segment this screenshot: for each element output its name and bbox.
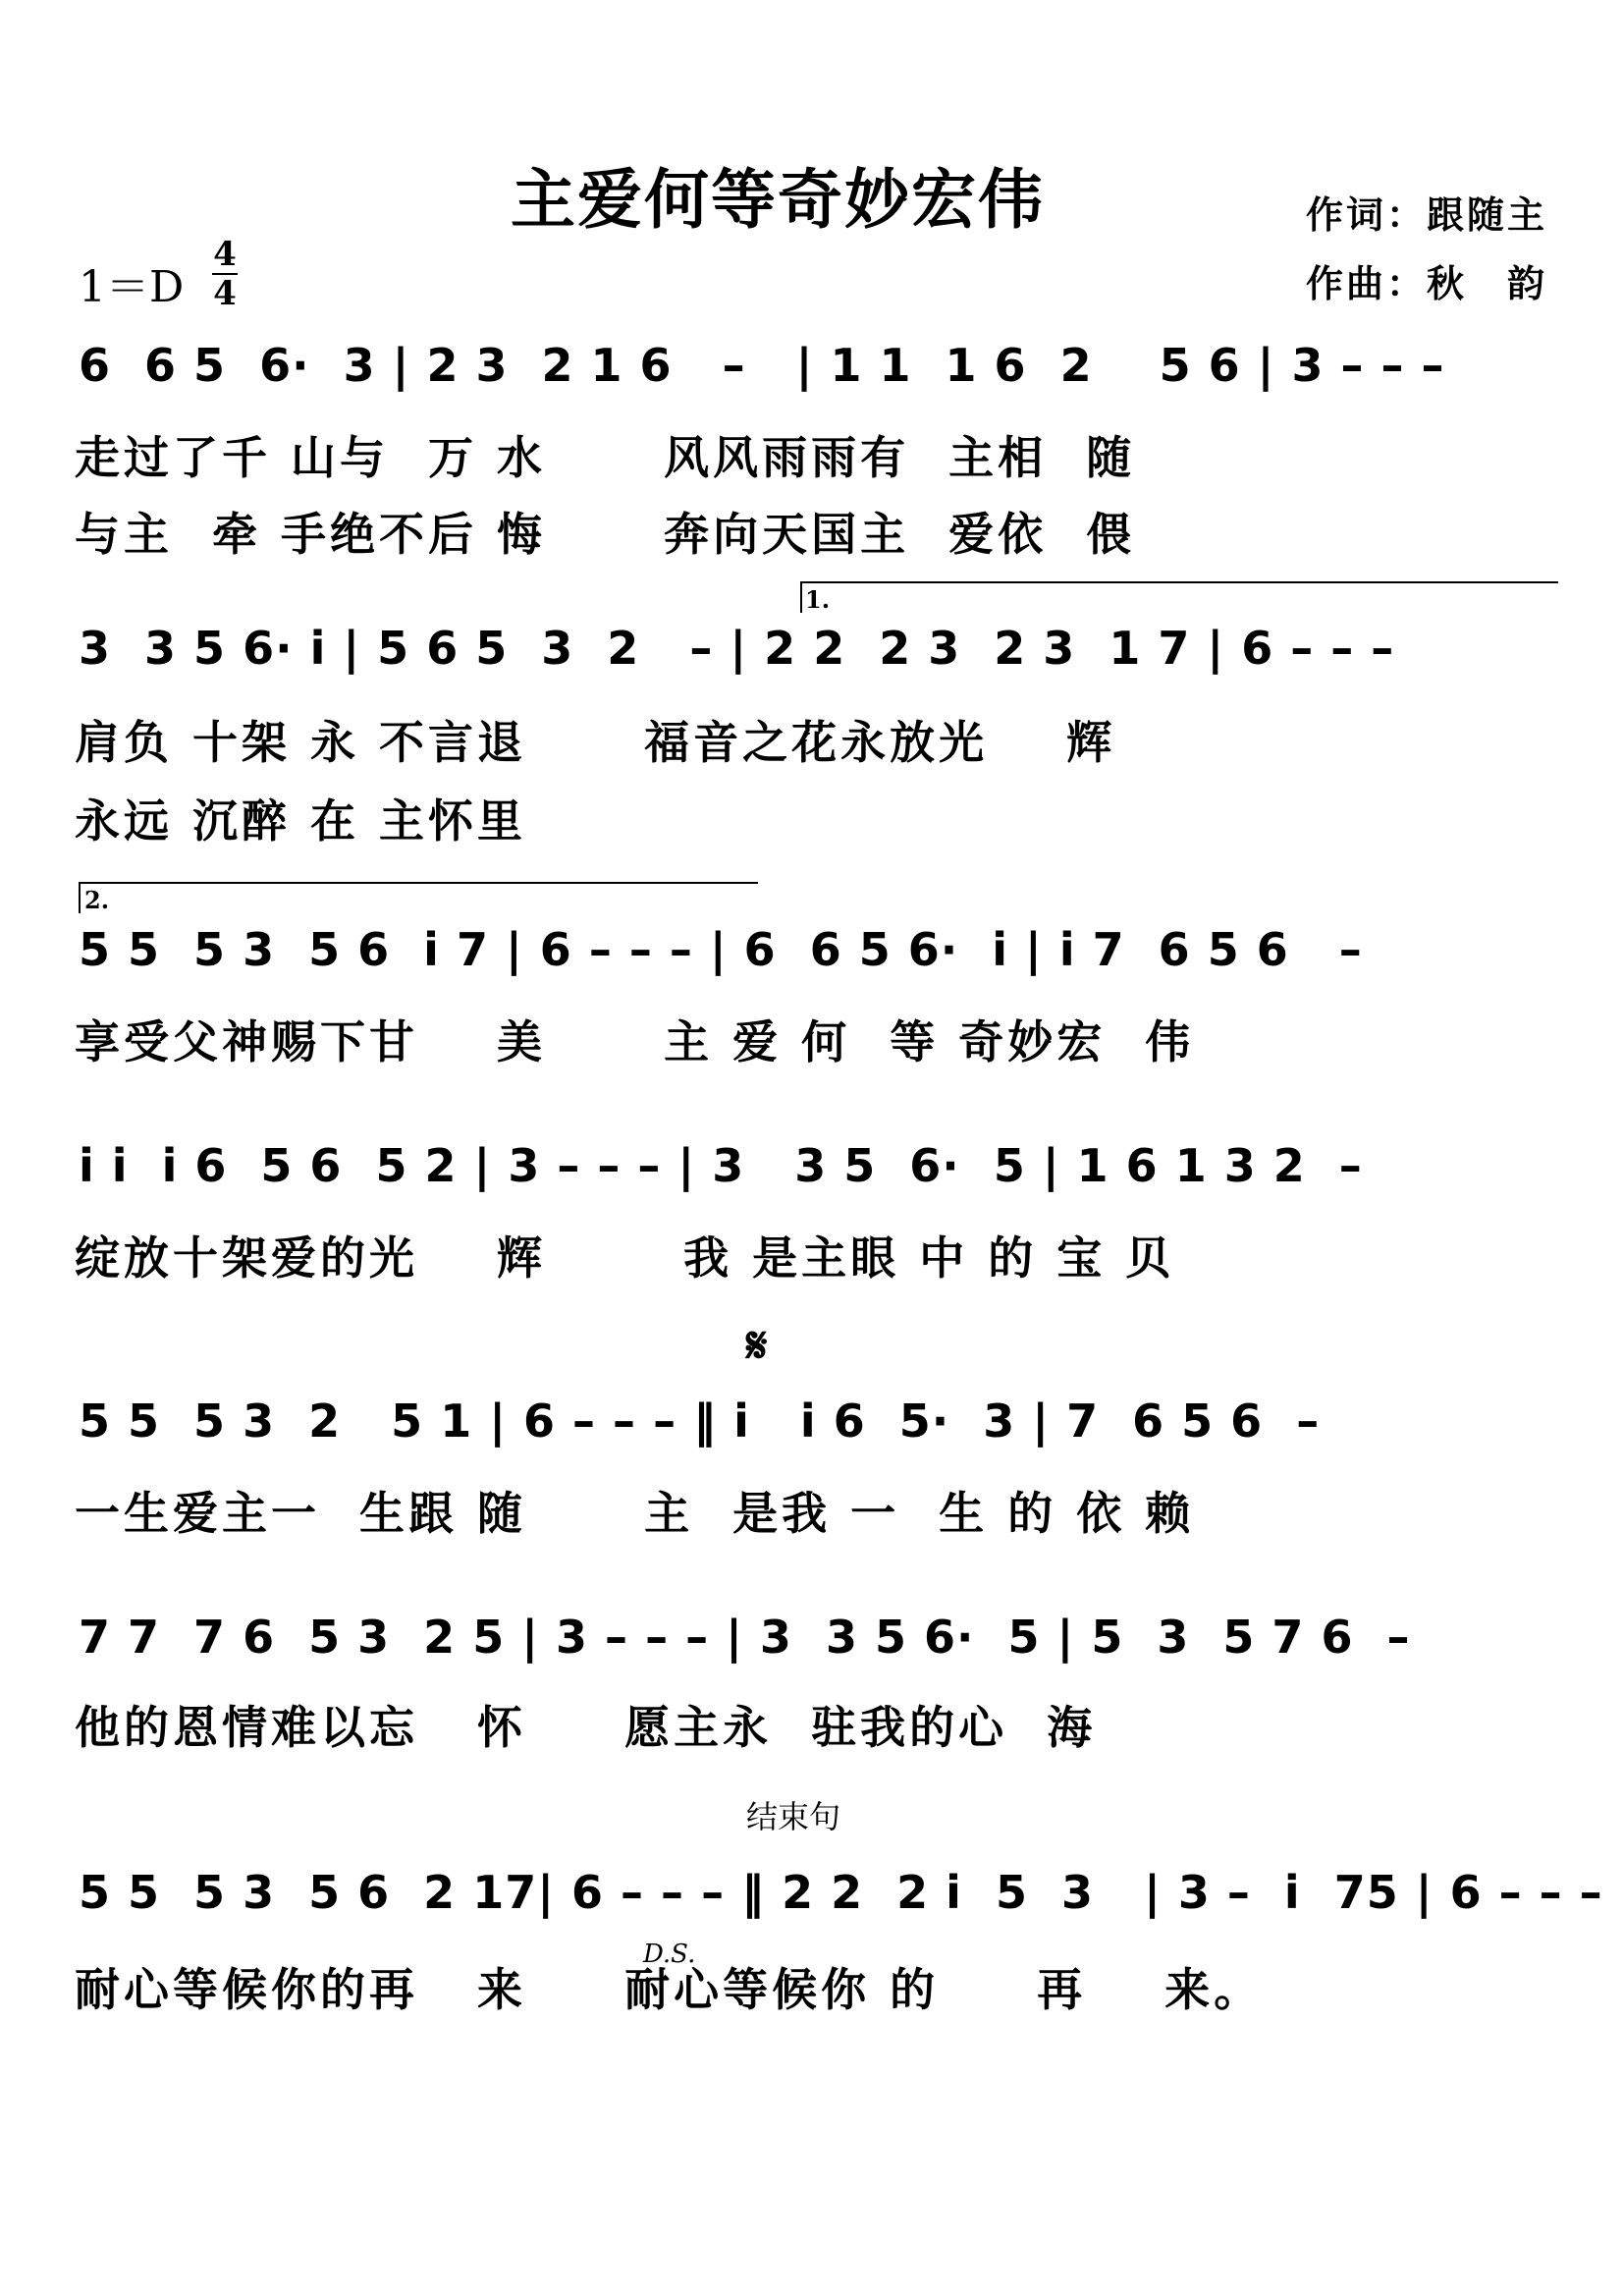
lyric-row-5: 一生爱主一 生跟 随 主 是我 一 生 的 依 赖 — [75, 1487, 1195, 1540]
time-denominator: 4 — [213, 274, 237, 313]
song-title: 主爱何等奇妙宏伟 — [511, 162, 1045, 238]
notation-row-1: 6 6 5 6· 3 | 2 3 2 1 6 – | 1 1 1 6 2 5 6 | 3 – – – — [79, 339, 1445, 392]
coda-label: 结束句 — [746, 1798, 841, 1835]
lyric-row-2a: 肩负 十架 永 不言退 福音之花永放光 辉 — [75, 716, 1116, 769]
lyric-row-1b: 与主 牵 手绝不后 悔 奔向天国主 爱依 偎 — [75, 508, 1136, 561]
second-ending-bracket — [79, 882, 758, 913]
key-signature: 1＝D — [79, 262, 185, 312]
notation-row-2: 3 3 5 6· i | 5 6 5 3 2 – | 2 2 2 3 2 3 1 7 | 6 – – – — [79, 622, 1395, 675]
notation-row-7: 5 5 5 3 5 6 2 17| 6 – – – ‖ 2 2 2 i 5 3 | 3 – i 75 | 6 – – – — [79, 1866, 1603, 1919]
notation-row-3: 5 5 5 3 5 6 i 7 | 6 – – – | 6 6 5 6· i | i 7 6 5 6 – — [79, 923, 1363, 976]
first-ending-bracket — [800, 581, 1558, 613]
dal-segno-mark: D.S. — [643, 1940, 696, 1969]
lyric-row-1a: 走过了千 山与 万 水 风风雨雨有 主相 随 — [75, 431, 1136, 484]
lyric-row-6: 他的恩情难以忘 怀 愿主永 驻我的心 海 — [75, 1701, 1097, 1754]
notation-row-5: 5 5 5 3 2 5 1 | 6 – – – ‖ i i 6 5· 3 | 7 6 5 6 – — [79, 1394, 1321, 1448]
first-ending-label: 1. — [805, 585, 831, 614]
notation-row-4: i i i 6 5 6 5 2 | 3 – – – | 3 3 5 6· 5 | 1 6 1 3 2 – — [79, 1139, 1363, 1192]
lyric-row-7: 耐心等候你的再 来 耐心等候你 的 再 来。 — [75, 1963, 1264, 2016]
second-ending-label: 2. — [84, 886, 110, 914]
time-signature — [210, 236, 240, 312]
time-numerator: 4 — [213, 235, 237, 274]
lyric-row-4: 绽放十架爱的光 辉 我 是主眼 中 的 宝 贝 — [75, 1231, 1175, 1285]
composer-credit: 作曲：秋 韵 — [1306, 262, 1548, 305]
lyricist-credit: 作词：跟随主 — [1306, 193, 1548, 237]
segno-sign: 𝄋 — [746, 1316, 768, 1374]
lyric-row-3: 享受父神赐下甘 美 主 爱 何 等 奇妙宏 伟 — [75, 1015, 1195, 1068]
notation-row-6: 7 7 7 6 5 3 2 5 | 3 – – – | 3 3 5 6· 5 | 5 3 5 7 6 – — [79, 1611, 1411, 1664]
lyric-row-2b: 永远 沉醉 在 主怀里 — [75, 794, 527, 847]
